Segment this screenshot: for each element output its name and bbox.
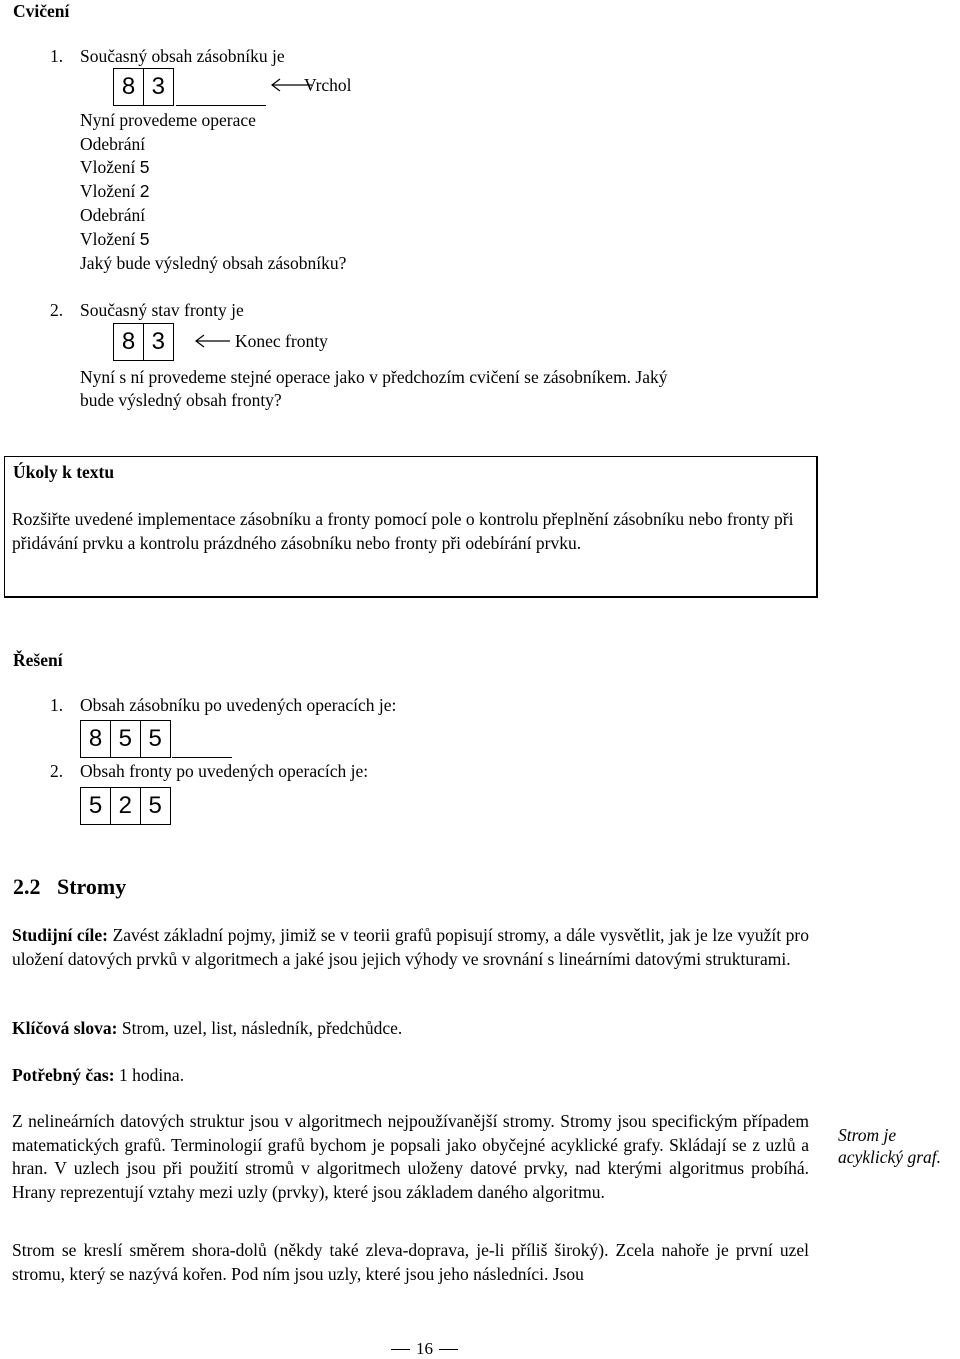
- operation-item: Vložení 2: [80, 181, 150, 201]
- stack-result-cell: 5: [140, 720, 171, 758]
- exercise-1-question: Jaký bude výsledný obsah zásobníku?: [80, 253, 347, 273]
- top-pointer-label: Vrchol: [304, 75, 352, 95]
- margin-note: Strom je acyklický graf.: [838, 1125, 942, 1167]
- dash-icon: [439, 1349, 458, 1350]
- required-time: Potřebný čas: 1 hodina.: [12, 1065, 185, 1085]
- exercise-2-number: 2.: [50, 300, 64, 320]
- stack-result-cell: 5: [110, 720, 141, 758]
- queue-result-diagram: [80, 787, 169, 825]
- stack-cell: 3: [143, 68, 174, 106]
- exercise-1-number: 1.: [50, 46, 64, 66]
- solution-title: Řešení: [13, 650, 63, 670]
- exercises-heading: Cvičení: [13, 1, 70, 21]
- queue-cell: 3: [143, 323, 174, 361]
- solution-2-text: Obsah fronty po uvedených operacích je:: [80, 761, 369, 781]
- stack-empty-area: [176, 105, 266, 106]
- solution-1-number: 1.: [50, 695, 64, 715]
- solution-2-number: 2.: [50, 761, 64, 781]
- queue-result-cell: 5: [140, 787, 171, 825]
- operation-item: Vložení 5: [80, 157, 150, 177]
- end-pointer-label: Konec fronty: [235, 331, 328, 351]
- operations-intro: Nyní provedeme operace: [80, 110, 256, 130]
- dash-icon: [391, 1349, 410, 1350]
- queue-diagram: [113, 323, 173, 361]
- stack-result-empty-area: [172, 757, 232, 758]
- tasks-title: Úkoly k textu: [13, 462, 115, 482]
- exercise-1-intro: Současný obsah zásobníku je: [80, 46, 285, 66]
- stack-diagram: [113, 68, 173, 106]
- stack-cell: 8: [113, 68, 144, 106]
- body-paragraph: Z nelineárních datových struktur jsou v algoritmech nejpoužívanější stromy. Stromy jsou specifickým případem matematických grafů. Terminologií grafů bychom je popsali jako obyčejné acyklické grafy. Skládají se z uzlů a hran. V uzlech jsou při použití stromů v algoritmech uloženy datové prvky, nad kterými algoritmus probíhá. Hrany reprezentují vztahy mezi uzly (prvky), které jsou základem daného algoritmu.: [12, 1111, 809, 1202]
- queue-cell: 8: [113, 323, 144, 361]
- operation-item: Odebrání: [80, 205, 146, 225]
- keywords: Klíčová slova: Strom, uzel, list, následník, předchůdce.: [12, 1018, 403, 1038]
- exercise-2-intro: Současný stav fronty je: [80, 300, 244, 320]
- section-heading: 2.2 Stromy: [13, 874, 127, 899]
- stack-result-cell: 8: [80, 720, 111, 758]
- operation-item: Odebrání: [80, 134, 146, 154]
- queue-result-cell: 5: [80, 787, 111, 825]
- operation-item: Vložení 5: [80, 229, 150, 249]
- queue-result-cell: 2: [110, 787, 141, 825]
- end-arrow-icon: [194, 334, 230, 348]
- tasks-text: Rozšiřte uvedené implementace zásobníku a fronty pomocí pole o kontrolu přeplnění zásobníku nebo fronty při přidávání prvku a kontrolu prázdného zásobníku nebo fronty při odebírání prvku.: [12, 509, 794, 553]
- solution-1-text: Obsah zásobníku po uvedených operacích je:: [80, 695, 397, 715]
- stack-result-diagram: [80, 720, 169, 758]
- exercise-2-text: Nyní s ní provedeme stejné operace jako v předchozím cvičení se zásobníkem. Jaký: [80, 367, 668, 387]
- body-paragraph: Strom se kreslí směrem shora-dolů (někdy také zleva-doprava, je-li příliš široký). Zcela nahoře je první uzel stromu, který se nazývá kořen. Pod ním jsou uzly, které jsou jeho následníci. Jsou: [12, 1240, 809, 1284]
- study-goals: Studijní cíle: Zavést základní pojmy, jimiž se v teorii grafů popisují stromy, a dále vysvětlit, jak je lze využít pro uložení datových prvků v algoritmech a jaké jsou jejich výhody ve srovnání s lineárními datovými strukturami.: [12, 925, 809, 969]
- page-number: 16: [385, 1339, 464, 1359]
- exercise-2-text: bude výsledný obsah fronty?: [80, 390, 282, 410]
